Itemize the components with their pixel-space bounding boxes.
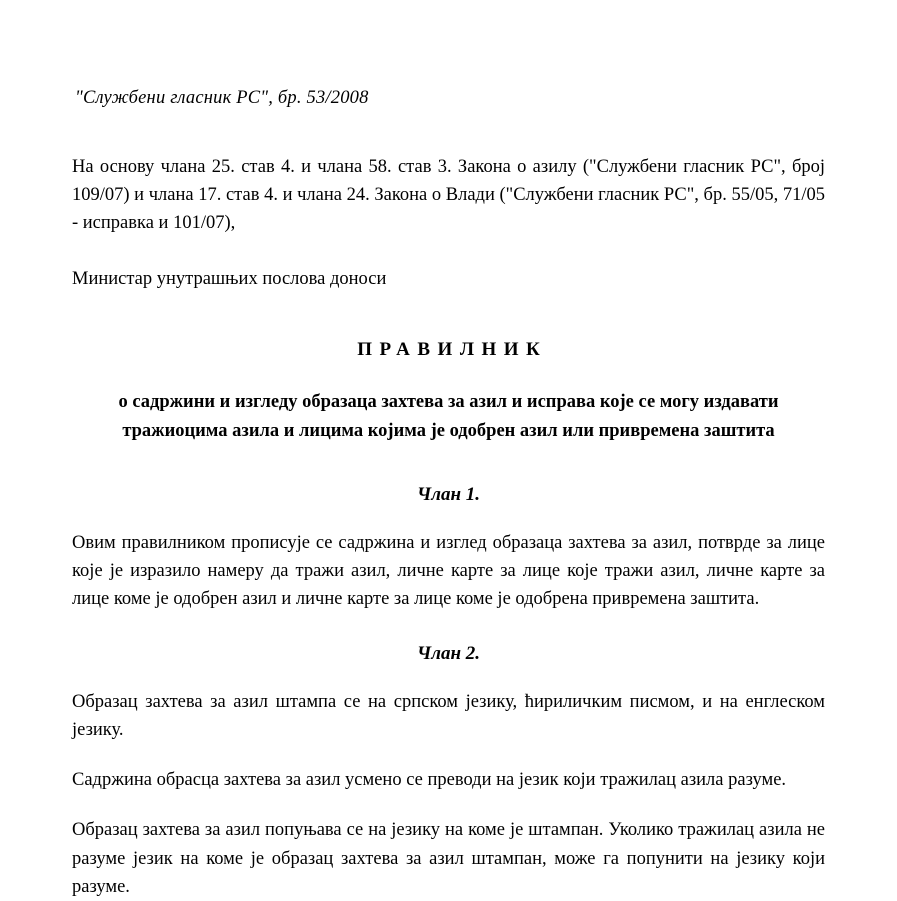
article-2-paragraph-1: Образац захтева за азил штампа се на српском језику, ћириличким писмом, и на енглеском језику.	[72, 692, 825, 741]
preamble-paragraph: На основу члана 25. став 4. и члана 58. став 3. Закона о азилу ("Службени гласник РС", број 109/07) и члана 17. став 4. и члана 24. Закона о Влади ("Службени гласник РС", бр. 55/05, 71/05 - исправка и 101/07),	[72, 156, 825, 234]
article-2-paragraph-3: Образац захтева за азил попуњава се на језику на коме је штампан. Уколико тражилац азила не разуме језик на коме је образац захтева за азил штампан, може га попунити на језику који разуме.	[72, 820, 825, 897]
document-subtitle: о садржини и изгледу образаца захтева за азил и исправа које се могу издавати тражиоцима азила и лицима којима је одобрен азил или привремена заштита	[118, 392, 779, 442]
article-1-paragraph-1: Овим правилником прописује се садржина и изглед образаца захтева за азил, потврде за лице које је изразило намеру да тражи азил, личне карте за лице које тражи азил, личне карте за лице коме је одобрен азил и личне карте за лице коме је одобрена привремена заштита.	[72, 532, 825, 609]
article-heading-2: Члан 2.	[416, 643, 480, 665]
document-content	[72, 0, 825, 901]
issuing-authority: Министар унутрашњих послова доноси	[72, 269, 387, 290]
document-title: ПРАВИЛНИК	[357, 339, 548, 361]
article-2-paragraph-2: Садржина обрасца захтева за азил усмено се преводи на језик који тражилац азила разуме.	[72, 770, 787, 791]
article-heading-1: Члан 1.	[416, 483, 480, 505]
gazette-reference: "Службени гласник РС", бр. 53/2008	[75, 88, 369, 108]
